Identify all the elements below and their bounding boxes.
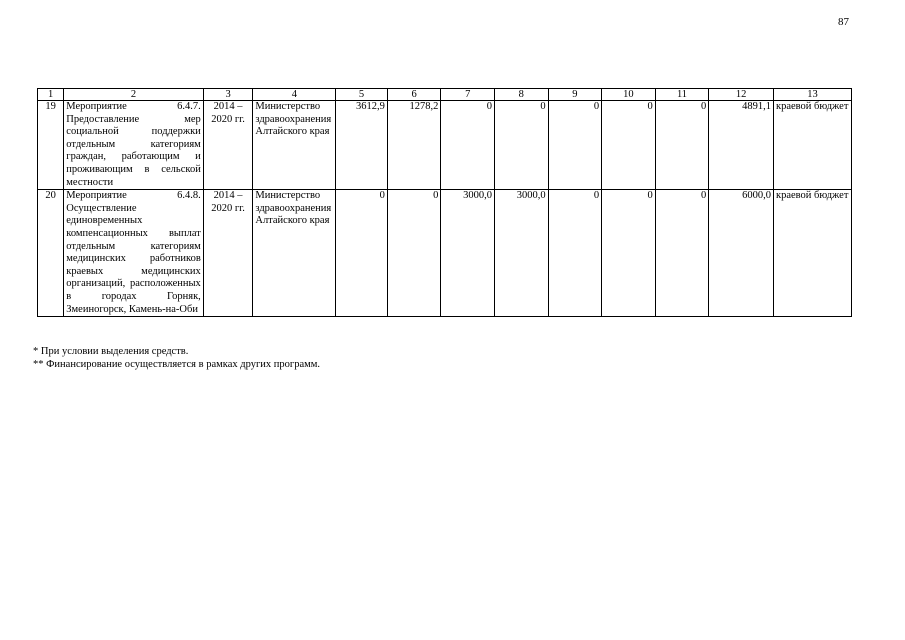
column-header: 3 [203,89,253,101]
column-header: 6 [387,89,441,101]
value-cell: 0 [494,101,548,190]
column-header: 4 [253,89,336,101]
page-number: 87 [838,16,849,28]
value-cell: 0 [655,101,709,190]
footnotes [33,346,320,371]
total-cell: 6000,0 [709,190,774,317]
row-number: 19 [38,101,64,190]
value-cell: 0 [602,190,656,317]
period-cell: 2014 – 2020 гг. [203,190,253,317]
executor-cell: Министерство здравоохранения Алтайского края [253,101,336,190]
column-header: 10 [602,89,656,101]
event-description: Мероприятие 6.4.7. Предоставление мер социальной поддержки отдельным категориям граждан, работающим и проживающим в сельской местности [64,101,204,190]
column-header: 12 [709,89,774,101]
footnote: * При условии выделения средств. [33,346,189,357]
footnote: ** Финансирование осуществляется в рамках других программ. [33,358,321,370]
column-header: 1 [38,89,64,101]
column-header: 7 [441,89,495,101]
value-cell: 0 [548,190,602,317]
value-cell: 0 [548,101,602,190]
header-row [38,89,852,101]
value-cell: 0 [387,190,441,317]
executor-cell: Министерство здравоохранения Алтайского края [253,190,336,317]
value-cell: 0 [336,190,388,317]
value-cell: 0 [441,101,495,190]
funding-source-cell: краевой бюджет [774,101,852,190]
column-header: 5 [336,89,388,101]
value-cell: 3000,0 [494,190,548,317]
table-row [38,190,852,317]
column-header: 9 [548,89,602,101]
value-cell: 3000,0 [441,190,495,317]
table-row [38,101,852,190]
column-header: 11 [655,89,709,101]
value-cell: 0 [655,190,709,317]
value-cell: 1278,2 [387,101,441,190]
value-cell: 0 [602,101,656,190]
column-header: 8 [494,89,548,101]
row-number: 20 [38,190,64,317]
funding-source-cell: краевой бюджет [774,190,852,317]
period-cell: 2014 – 2020 гг. [203,101,253,190]
total-cell: 4891,1 [709,101,774,190]
column-header: 2 [64,89,204,101]
event-description: Мероприятие 6.4.8. Осуществление единовременных компенсационных выплат отдельным категориям медицинских работников краевых медицинских организаций, расположенных в городах Горняк, Змеиногорск, Камень-на-Оби [64,190,204,317]
value-cell: 3612,9 [336,101,388,190]
column-header: 13 [774,89,852,101]
program-table [37,88,852,317]
